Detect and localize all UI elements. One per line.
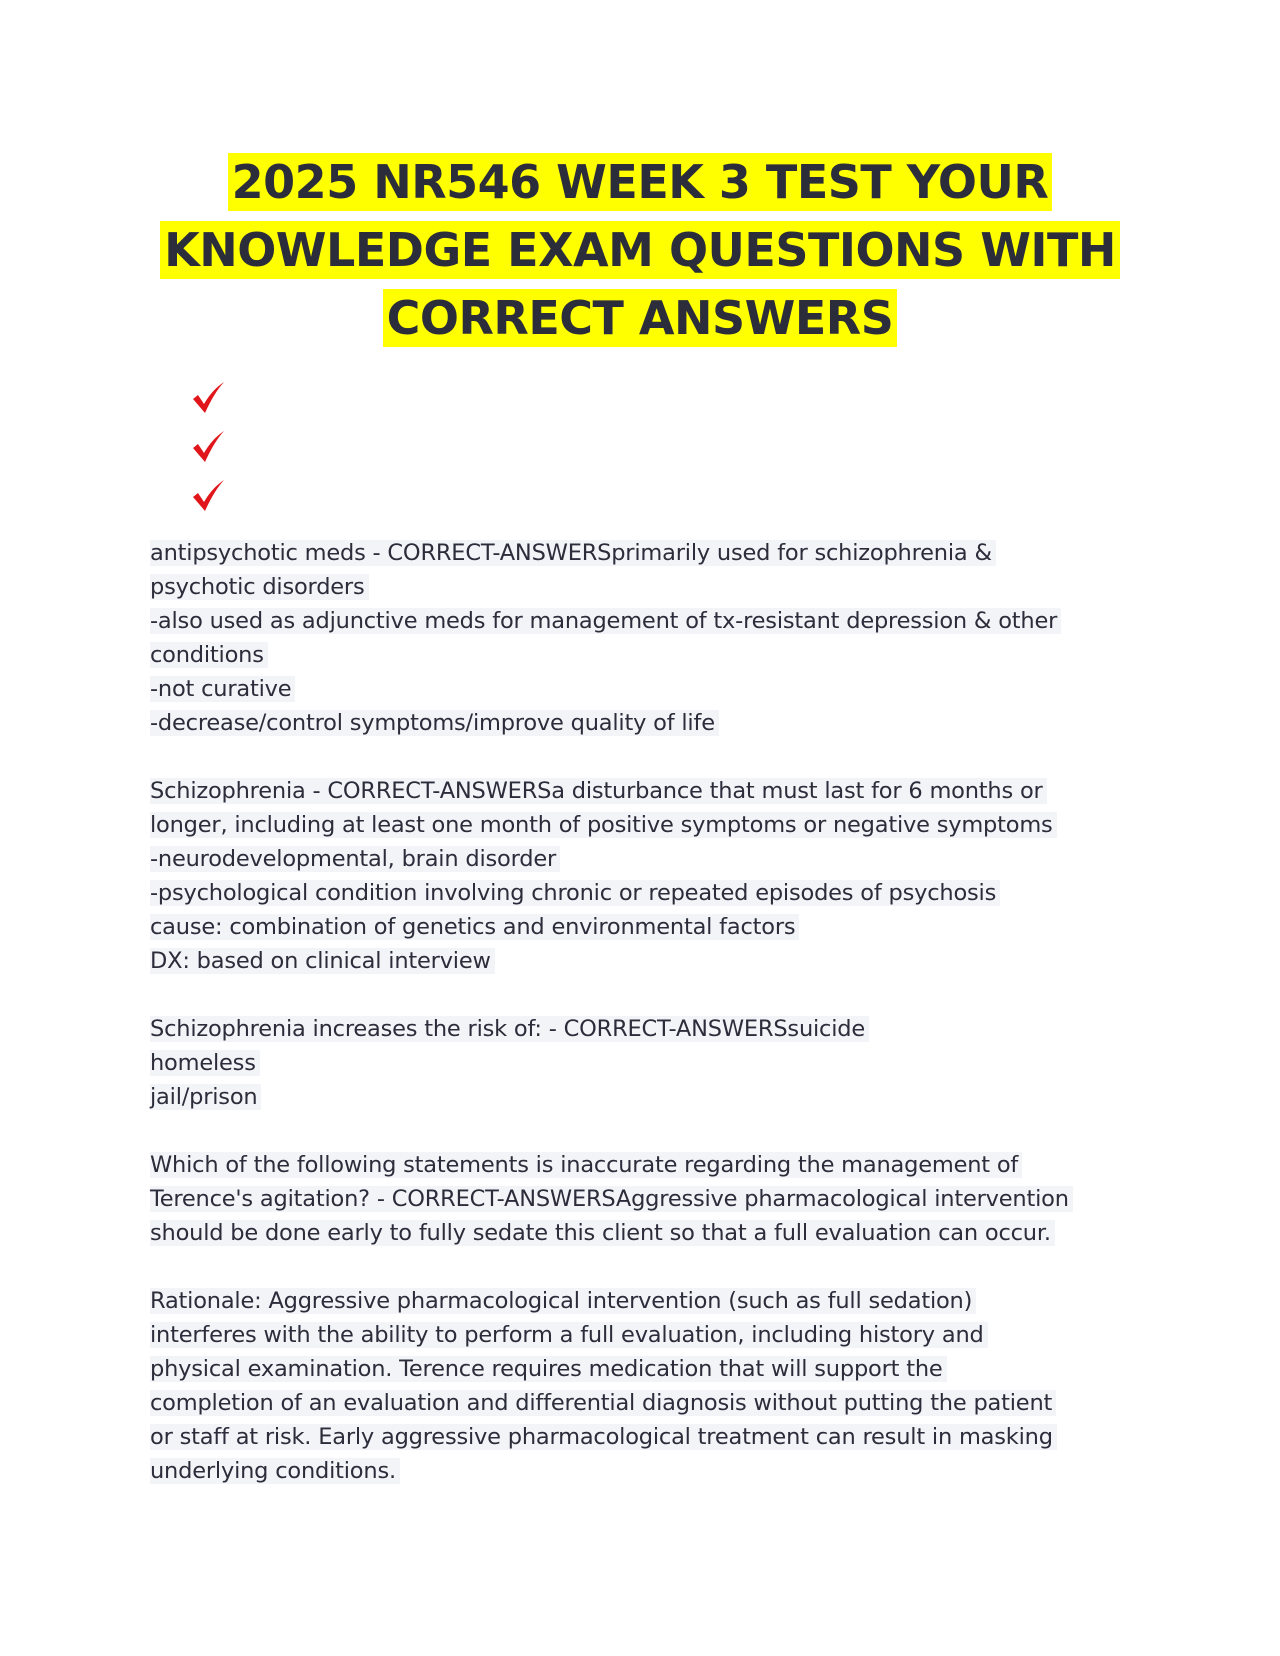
text-line: physical examination. Terence requires medication that will support the <box>150 1352 1150 1386</box>
text-line: Which of the following statements is inaccurate regarding the management of <box>150 1148 1150 1182</box>
document-title <box>140 148 1140 352</box>
paragraph-spacer <box>150 1114 1150 1148</box>
qa-block-agitation-management <box>150 1148 1150 1250</box>
paragraph-spacer <box>150 1250 1150 1284</box>
text-line: interferes with the ability to perform a full evaluation, including history and <box>150 1318 1150 1352</box>
text-line: -neurodevelopmental, brain disorder <box>150 842 1150 876</box>
text-line: psychotic disorders <box>150 570 1150 604</box>
text-line: DX: based on clinical interview <box>150 944 1150 978</box>
text-line: jail/prison <box>150 1080 1150 1114</box>
text-line: Schizophrenia - CORRECT-ANSWERSa disturbance that must last for 6 months or <box>150 774 1150 808</box>
text-line: antipsychotic meds - CORRECT-ANSWERSprimarily used for schizophrenia & <box>150 536 1150 570</box>
qa-block-schizophrenia <box>150 774 1150 978</box>
text-line: Terence's agitation? - CORRECT-ANSWERSAggressive pharmacological intervention <box>150 1182 1150 1216</box>
checkmark-icon <box>190 429 230 478</box>
text-line: cause: combination of genetics and environmental factors <box>150 910 1150 944</box>
text-line: or staff at risk. Early aggressive pharmacological treatment can result in masking <box>150 1420 1150 1454</box>
checkmark-icon <box>190 478 230 527</box>
text-line: -decrease/control symptoms/improve quality of life <box>150 706 1150 740</box>
text-line: -also used as adjunctive meds for management of tx-resistant depression & other <box>150 604 1150 638</box>
title-line-3: CORRECT ANSWERS <box>383 289 898 347</box>
title-line-2: KNOWLEDGE EXAM QUESTIONS WITH <box>160 221 1120 279</box>
rationale-block <box>150 1284 1150 1488</box>
title-line-1: 2025 NR546 WEEK 3 TEST YOUR <box>228 153 1053 211</box>
text-line: Rationale: Aggressive pharmacological intervention (such as full sedation) <box>150 1284 1150 1318</box>
text-line: should be done early to fully sedate this client so that a full evaluation can occur. <box>150 1216 1150 1250</box>
document-body <box>150 536 1150 1488</box>
text-line: longer, including at least one month of positive symptoms or negative symptoms <box>150 808 1150 842</box>
text-line: -not curative <box>150 672 1150 706</box>
text-line: conditions <box>150 638 1150 672</box>
text-line: Schizophrenia increases the risk of: - CORRECT-ANSWERSsuicide <box>150 1012 1150 1046</box>
checkmark-icon <box>190 380 230 429</box>
paragraph-spacer <box>150 740 1150 774</box>
qa-block-schizophrenia-risk <box>150 1012 1150 1114</box>
text-line: underlying conditions. <box>150 1454 1150 1488</box>
paragraph-spacer <box>150 978 1150 1012</box>
qa-block-antipsychotic-meds <box>150 536 1150 740</box>
text-line: -psychological condition involving chronic or repeated episodes of psychosis <box>150 876 1150 910</box>
text-line: homeless <box>150 1046 1150 1080</box>
checkmark-list <box>190 380 250 527</box>
text-line: completion of an evaluation and differential diagnosis without putting the patient <box>150 1386 1150 1420</box>
